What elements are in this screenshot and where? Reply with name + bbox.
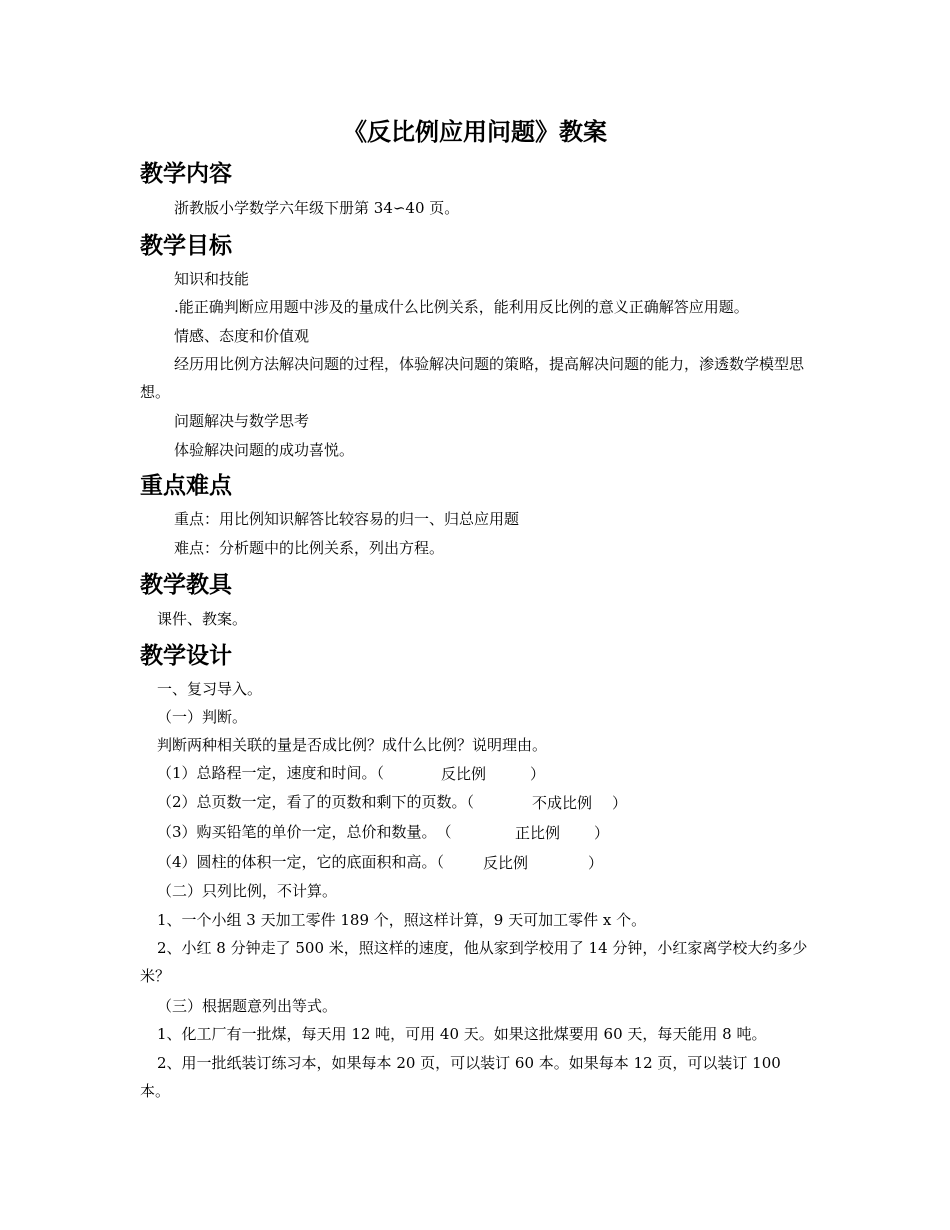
heading-teaching-content: 教学内容 (140, 161, 232, 187)
equation-problem-2: 2、用一批纸装订练习本，如果每本 20 页，可以装订 60 本。如果每本 12 页，可以装订 100 本。 (140, 1054, 781, 1100)
goals-subheading-problem-solving: 问题解决与数学思考 (174, 412, 310, 430)
heading-teaching-goals: 教学目标 (140, 233, 232, 259)
judgement-answer-2: 不成比例 (532, 794, 593, 812)
goals-subheading-knowledge: 知识和技能 (174, 270, 250, 288)
tools-text: 课件、教案。 (157, 610, 248, 628)
judgement-close-1: ） (530, 765, 546, 783)
judgement-item-3: （3）购买铅笔的单价一定，总价和数量。 （ (157, 823, 452, 841)
design-part-3-heading: （三）根据题意列出等式。 (157, 997, 338, 1015)
judgement-answer-1: 反比例 (441, 765, 487, 783)
judgement-close-4: ） (588, 854, 604, 872)
judgement-item-4: （4）圆柱的体积一定，它的底面积和高。（ (157, 853, 445, 871)
key-point-text: 重点：用比例知识解答比较容易的归一、归总应用题 (174, 510, 520, 528)
design-intro: 一、复习导入。 (157, 680, 263, 698)
heading-teaching-design: 教学设计 (140, 643, 232, 669)
judgement-answer-3: 正比例 (515, 824, 561, 842)
equation-problem-1: 1、化工厂有一批煤，每天用 12 吨，可用 40 天。如果这批煤要用 60 天，每天能用 8 吨。 (157, 1025, 767, 1043)
goals-knowledge-text: .能正确判断应用题中涉及的量成什么比例关系，能利用反比例的意义正确解答应用题。 (174, 298, 749, 316)
judgement-item-2: （2）总页数一定，看了的页数和剩下的页数。（ (157, 793, 475, 811)
proportion-problem-2: 2、小红 8 分钟走了 500 米，照这样的速度，他从家到学校用了 14 分钟，小红家离学校大约多少米？ (140, 939, 808, 985)
proportion-problem-1: 1、一个小组 3 天加工零件 189 个，照这样计算，9 天可加工零件 x 个。 (157, 911, 647, 929)
judgement-close-3: ） (594, 824, 610, 842)
design-part-2-heading: （二）只列比例，不计算。 (157, 882, 338, 900)
heading-key-points: 重点难点 (140, 473, 232, 499)
judgement-item-1: （1）总路程一定，速度和时间。（ (157, 764, 385, 782)
judgement-close-2: ） (612, 794, 628, 812)
judgement-answer-4: 反比例 (483, 854, 529, 872)
design-part-1-heading: （一）判断。 (157, 708, 248, 726)
goals-subheading-attitude: 情感、态度和价值观 (174, 327, 310, 345)
content-text: 浙教版小学数学六年级下册第 34∽40 页。 (174, 199, 460, 217)
goals-attitude-text: 经历用比例方法解决问题的过程，体验解决问题的策略，提高解决问题的能力，渗透数学模型思想。 (140, 355, 805, 401)
difficult-point-text: 难点：分析题中的比例关系，列出方程。 (174, 539, 445, 557)
goals-problem-solving-text: 体验解决问题的成功喜悦。 (174, 441, 355, 459)
design-judgement-question: 判断两种相关联的量是否成比例？成什么比例？说明理由。 (157, 736, 548, 754)
document-title: 《反比例应用问题》教案 (343, 118, 607, 146)
heading-teaching-tools: 教学教具 (140, 572, 232, 598)
